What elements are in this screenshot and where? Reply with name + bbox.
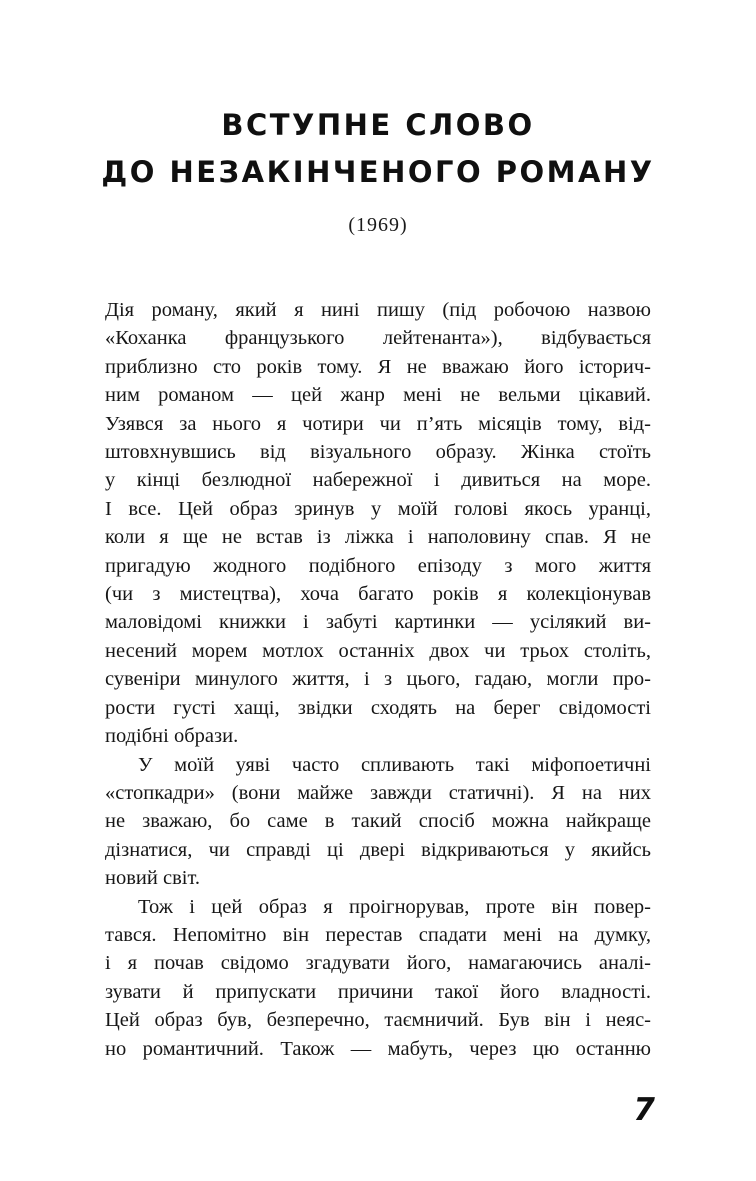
paragraph	[105, 751, 651, 893]
text-line: зувати й припускати причини такої його владності.	[105, 980, 651, 1003]
text-line: сувеніри минулого життя, і з цього, гадаю, могли про-	[105, 668, 651, 691]
paragraph	[105, 893, 651, 1063]
chapter-year: (1969)	[348, 214, 408, 236]
chapter-title	[0, 102, 756, 196]
text-line: (чи з мистецтва), хоча багато років я колекціонував	[105, 583, 651, 606]
text-line: но романтичний. Також — мабуть, через цю останню	[105, 1037, 651, 1060]
text-line: не зважаю, бо саме в такий спосіб можна найкраще	[105, 810, 651, 833]
text-line: «стопкадри» (вони майже завжди статичні). Я на них	[105, 781, 651, 804]
text-line: штовхнувшись від візуального образу. Жінка стоїть	[105, 441, 651, 464]
text-line: подібні образи.	[105, 725, 239, 748]
text-line: маловідомі книжки і забуті картинки — усілякий ви-	[105, 611, 651, 634]
text-line: приблизно сто років тому. Я не вважаю його історич-	[105, 355, 651, 378]
chapter-title-line-1: ВСТУПНЕ СЛОВО	[221, 108, 535, 142]
text-line: ним романом — цей жанр мені не вельми цікавий.	[105, 384, 651, 407]
text-line: новий світ.	[105, 867, 200, 890]
text-line: тався. Непомітно він перестав спадати мені на думку,	[105, 923, 651, 946]
text-line: Дія роману, який я нині пишу (під робочою назвою	[105, 299, 651, 321]
text-line: Цей образ був, безперечно, таємничий. Був він і неяс-	[105, 1009, 651, 1032]
paragraph	[105, 296, 651, 751]
text-line: у кінці безлюдної набережної і дивиться на море.	[105, 469, 651, 492]
text-line: рости густі хащі, звідки сходять на берег свідомості	[105, 696, 651, 719]
text-line: Тож і цей образ я проігнорував, проте він повер-	[138, 895, 651, 918]
text-line: коли я ще не встав із ліжка і наполовину спав. Я не	[105, 526, 651, 549]
text-line: І все. Цей образ зринув у моїй голові якось уранці,	[105, 497, 651, 520]
text-line: «Коханка французького лейтенанта»), відбувається	[105, 327, 651, 350]
text-line: Узявся за нього я чотири чи п’ять місяців тому, від-	[105, 412, 651, 435]
text-line: У моїй уяві часто спливають такі міфопоетичні	[138, 753, 651, 776]
text-line: дізнатися, чи справді ці двері відкриваються у якийсь	[105, 838, 651, 861]
chapter-title-line-2: ДО НЕЗАКІНЧЕНОГО РОМАНУ	[101, 155, 655, 189]
body-text	[105, 296, 651, 1063]
text-line: пригадую жодного подібного епізоду з мого життя	[105, 554, 651, 577]
text-line: несений морем мотлох останніх двох чи трьох століть,	[105, 639, 651, 662]
page-number: 7	[633, 1092, 655, 1128]
text-line: і я почав свідомо згадувати його, намагаючись аналі-	[105, 952, 651, 975]
